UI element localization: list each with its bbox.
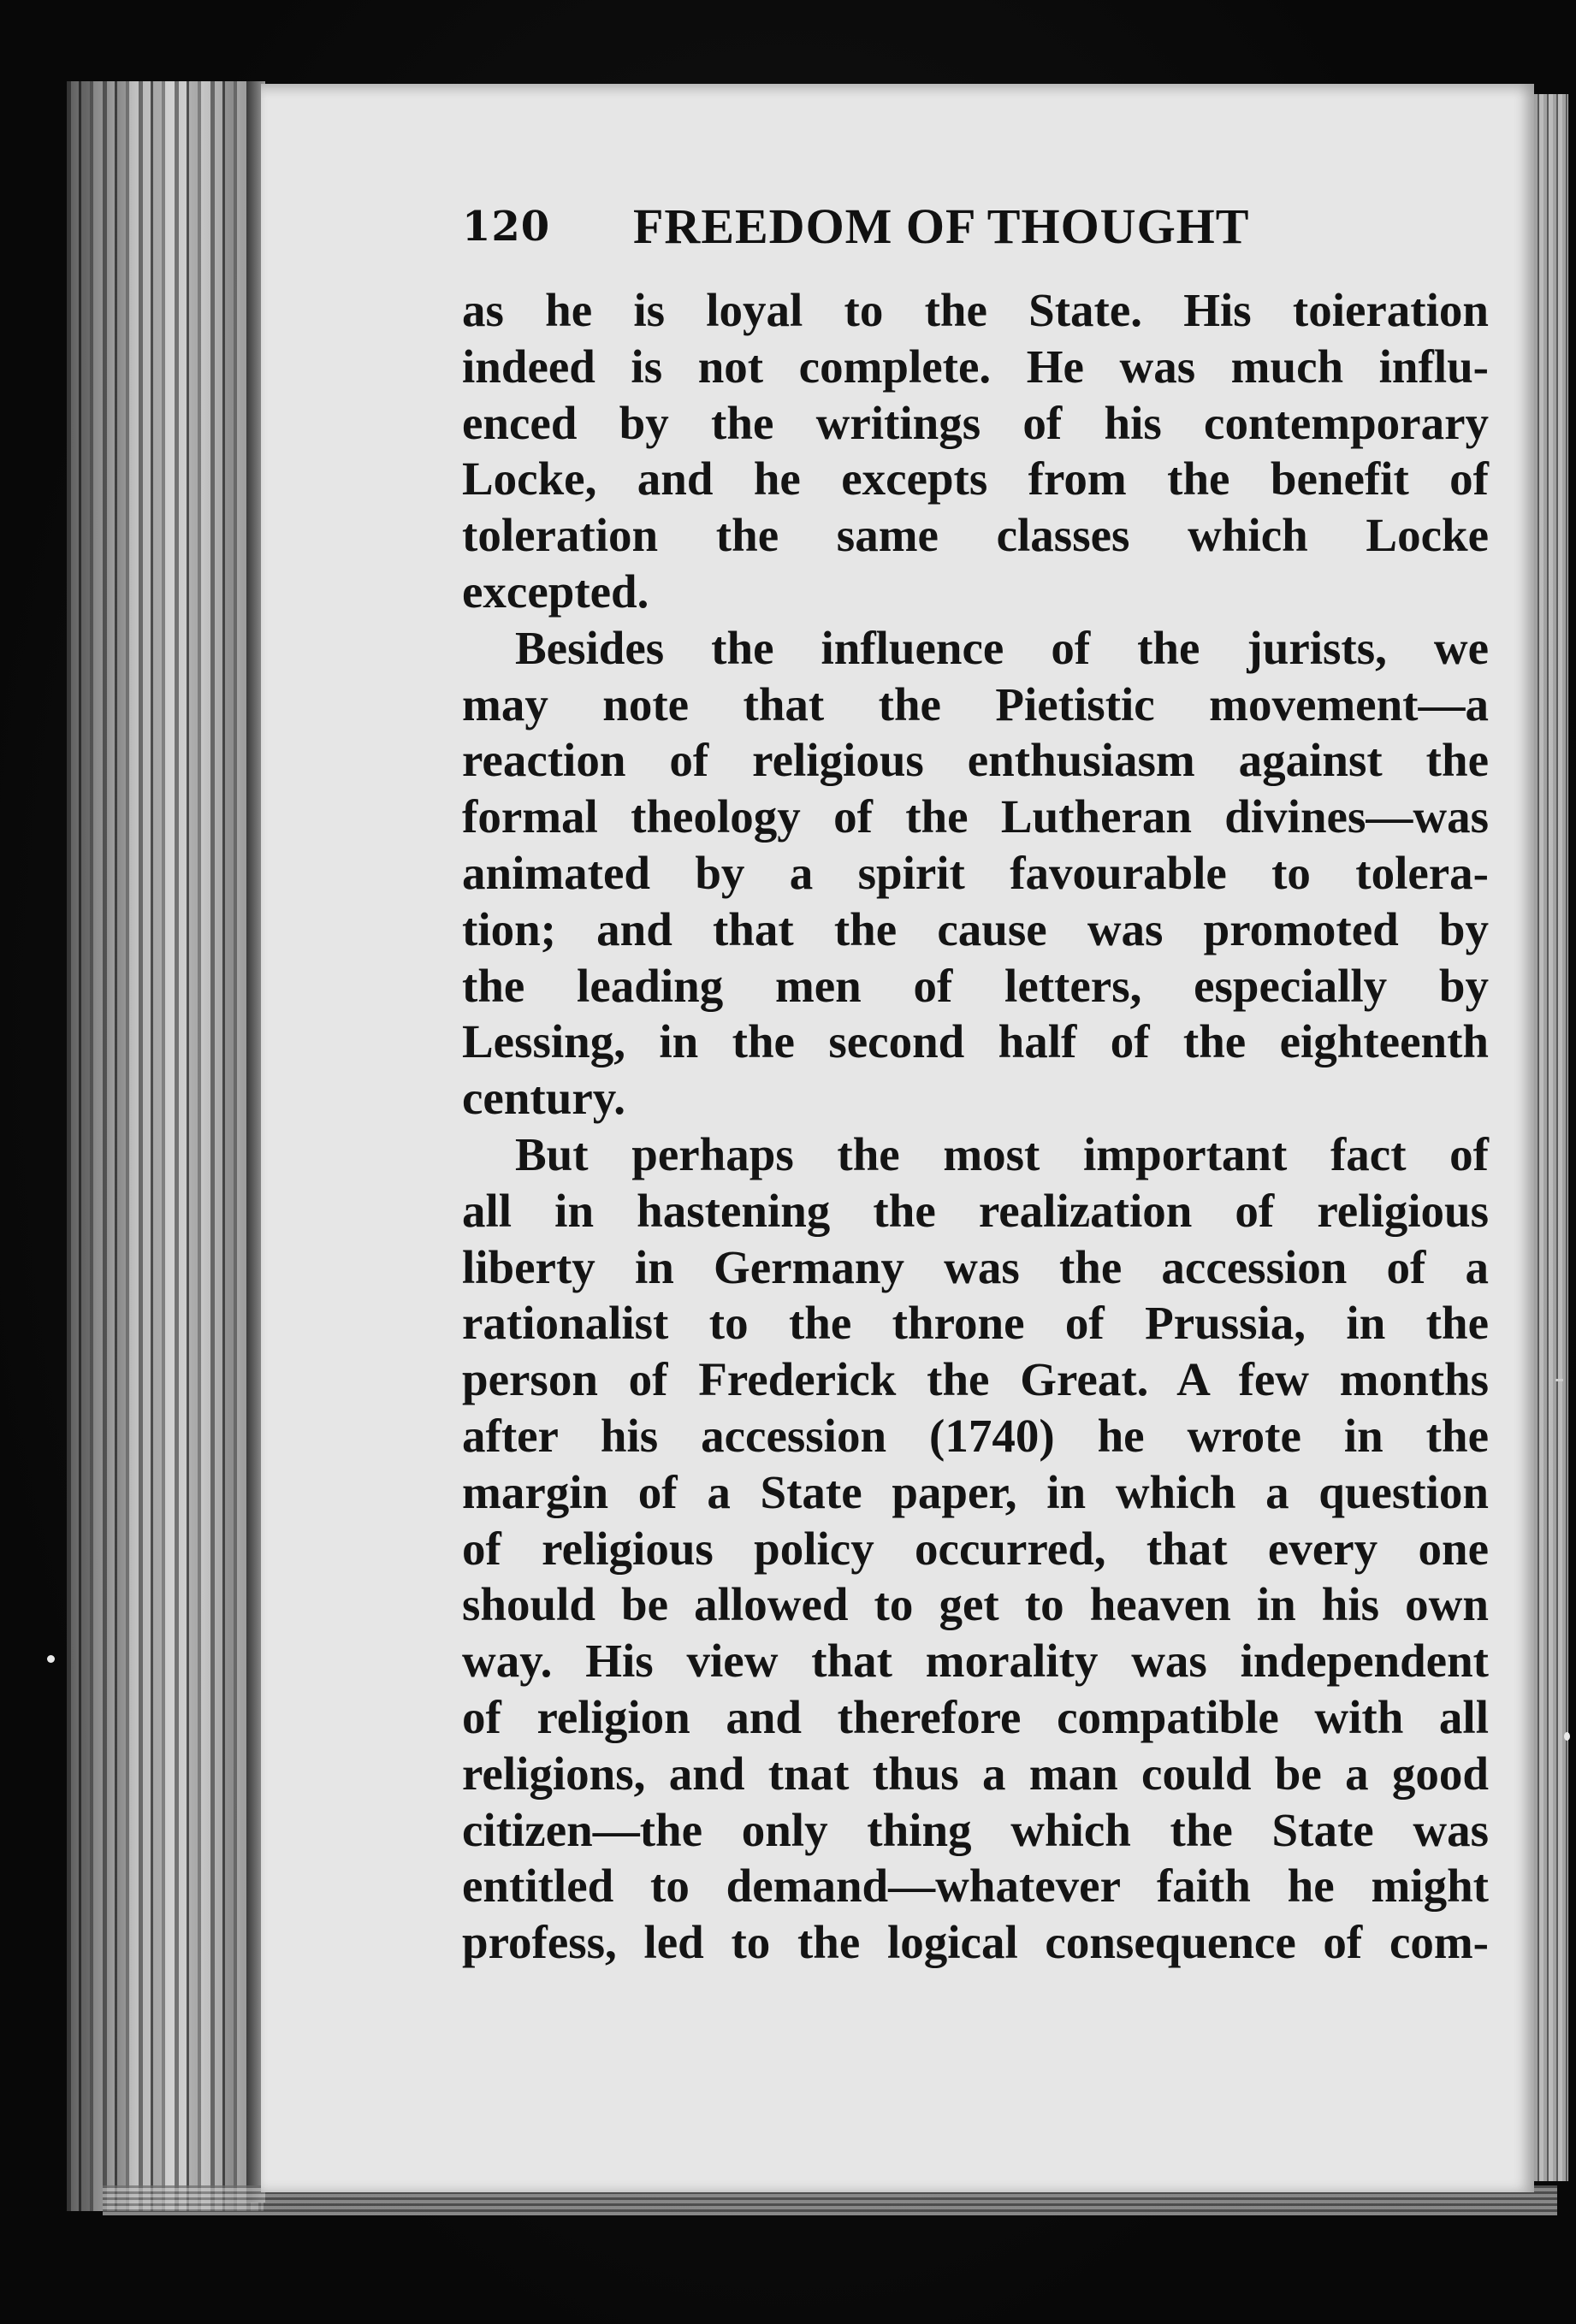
text-line: margin of a State paper, in which a question (462, 1465, 1489, 1518)
text-line: Locke, and he excepts from the benefit of (462, 452, 1489, 506)
text-line: century. (462, 1072, 625, 1125)
text-line: enced by the writings of his contemporary (462, 396, 1489, 449)
text-line: excepted. (462, 565, 649, 618)
page-number: 120 (462, 203, 551, 251)
text-line: all in hastening the realization of religious (462, 1184, 1489, 1237)
text-line: person of Frederick the Great. A few months (462, 1353, 1489, 1406)
text-line: animated by a spirit favourable to tolera- (462, 846, 1489, 899)
text-line: the leading men of letters, especially by (462, 959, 1489, 1012)
text-line: liberty in Germany was the accession of a (462, 1240, 1489, 1293)
text-line: way. His view that morality was independent (462, 1635, 1489, 1688)
book-page-edges-right (1534, 94, 1568, 2181)
text-line: of religious policy occurred, that every one (462, 1522, 1489, 1575)
text-line: citizen—the only thing which the State was (462, 1803, 1489, 1856)
text-line: religions, and tnat thus a man could be a good (462, 1747, 1489, 1800)
text-line: after his accession (1740) he wrote in the (462, 1409, 1489, 1462)
text-line: reaction of religious enthusiasm against the (462, 734, 1489, 787)
text-line: indeed is not complete. He was much influ- (462, 340, 1489, 393)
text-line: But perhaps the most important fact of (515, 1127, 1489, 1180)
text-line: as he is loyal to the State. His toieration (462, 284, 1489, 336)
text-line: Besides the influence of the jurists, we (515, 621, 1489, 674)
text-line: rationalist to the throne of Prussia, in the (462, 1297, 1489, 1350)
scan-speck (47, 1655, 55, 1663)
running-title: FREEDOM OF THOUGHT (633, 198, 1250, 254)
scan-speck (1555, 1379, 1563, 1381)
text-line: toleration the same classes which Locke (462, 509, 1489, 562)
book-page-edges-left (67, 81, 264, 2211)
scan-speck (1564, 1732, 1570, 1741)
text-line: Lessing, in the second half of the eighteenth (462, 1015, 1489, 1068)
text-line: should be allowed to get to heaven in his own (462, 1578, 1489, 1631)
text-line: tion; and that the cause was promoted by (462, 902, 1489, 955)
body-text (462, 282, 1489, 1971)
text-line: profess, led to the logical consequence of com- (462, 1916, 1489, 1969)
text-line: may note that the Pietistic movement—a (462, 677, 1489, 730)
text-line: formal theology of the Lutheran divines—was (462, 790, 1489, 843)
text-line: of religion and therefore compatible with all (462, 1690, 1489, 1743)
text-line: entitled to demand—whatever faith he might (462, 1860, 1489, 1913)
running-header (462, 197, 1318, 257)
